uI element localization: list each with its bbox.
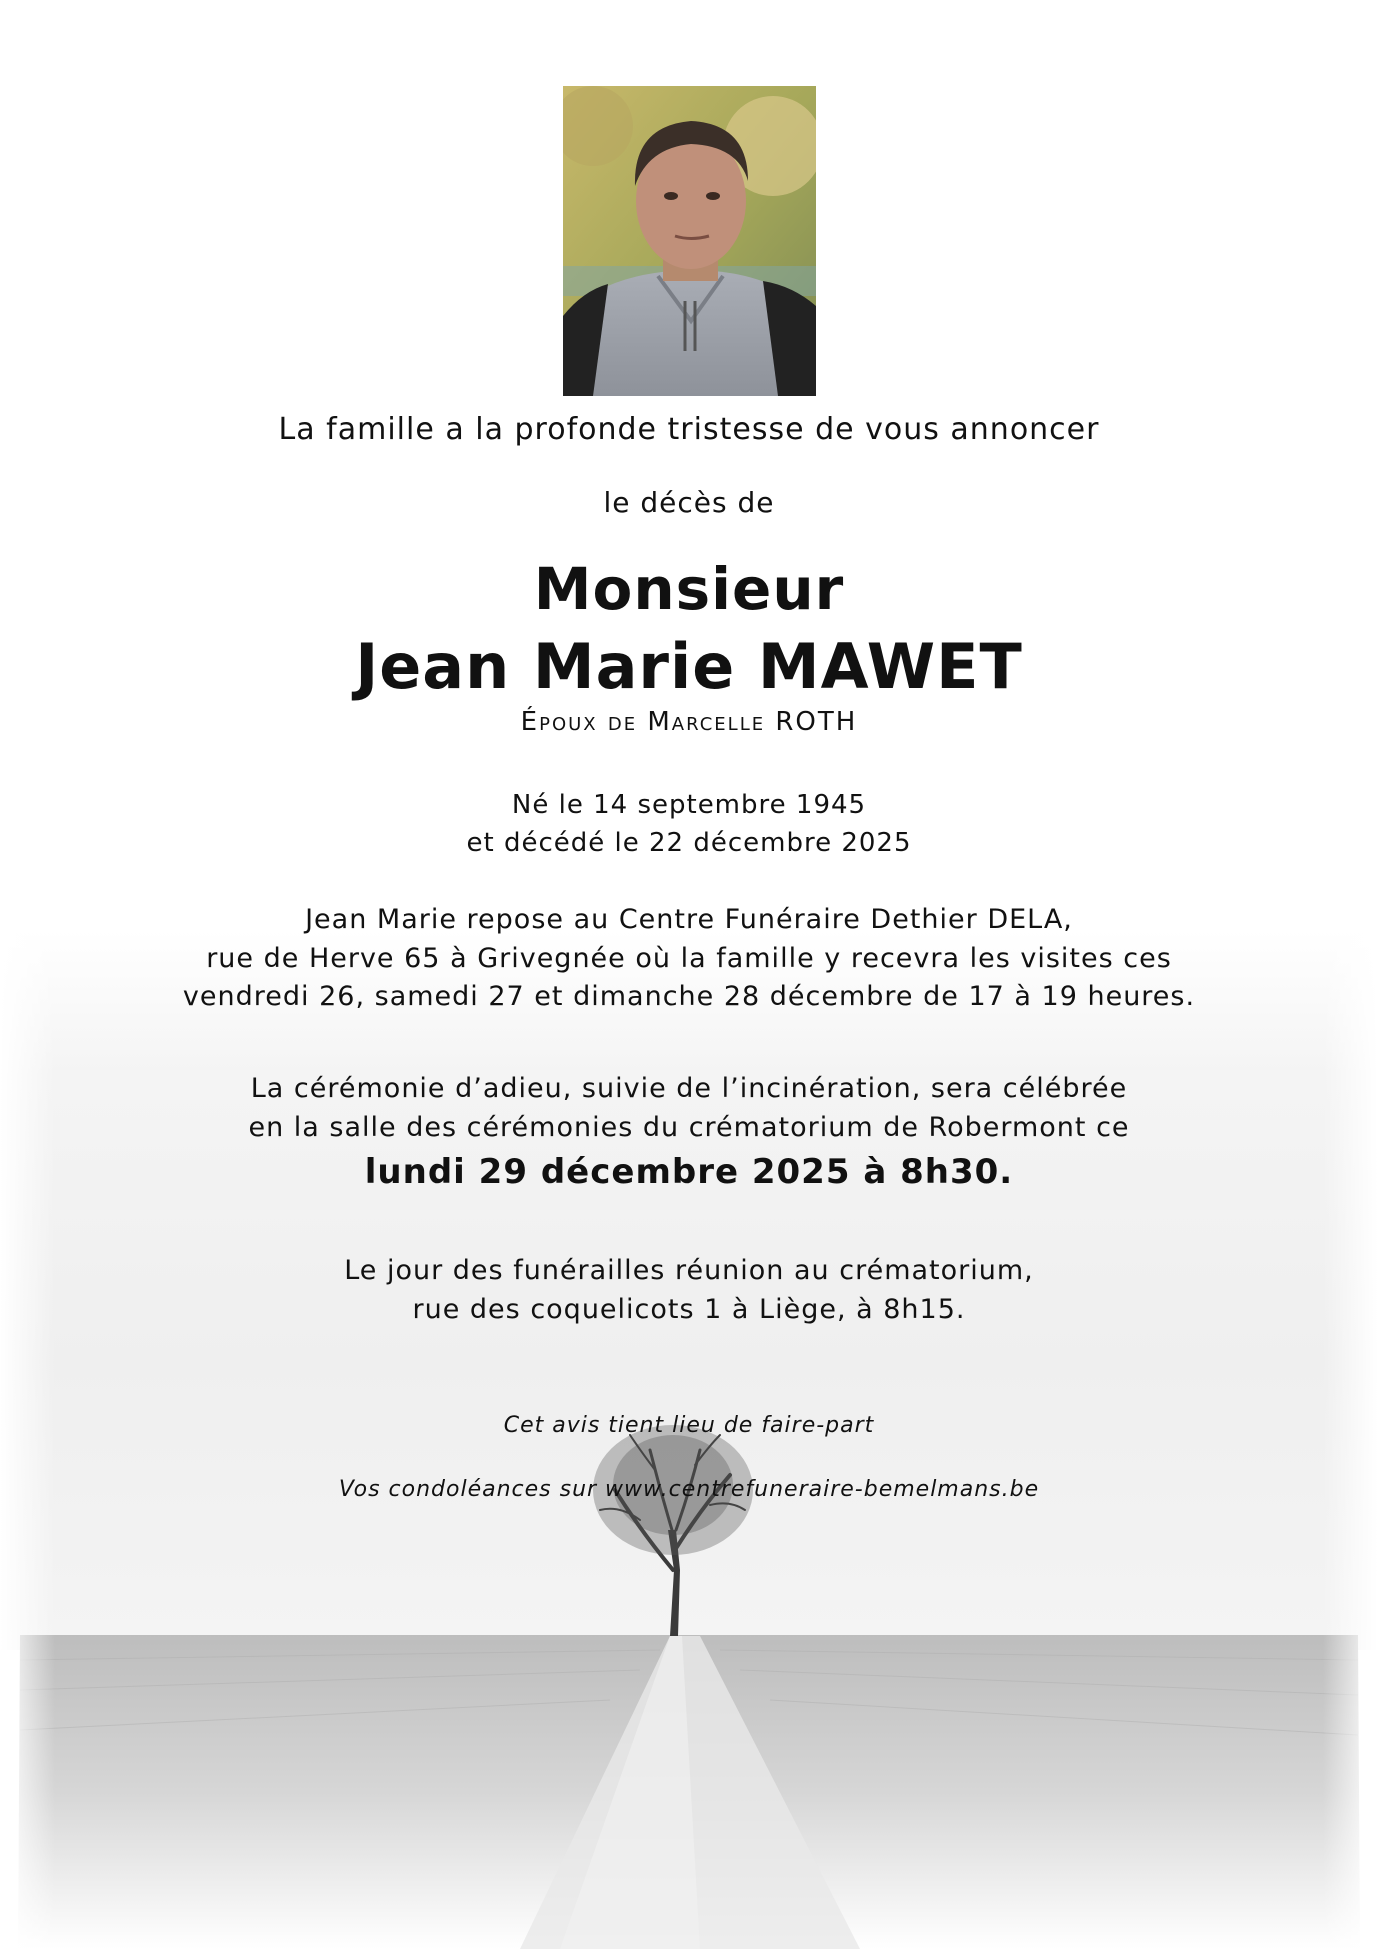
deceased-name: Jean Marie MAWET [355, 630, 1023, 703]
notice-text: Cet avis tient lieu de faire-part [503, 1413, 875, 1438]
rest-location-line-1: Jean Marie repose au Centre Funéraire Dethier DELA, [305, 904, 1073, 935]
funeral-line-1: Le jour des funérailles réunion au crématorium, [344, 1255, 1034, 1286]
ceremony-line-2: en la salle des cérémonies du crématorium de Robermont ce [248, 1112, 1130, 1143]
death-date: et décédé le 22 décembre 2025 [466, 828, 912, 858]
rest-location-line-2: rue de Herve 65 à Grivegnée où la famille y recevra les visites ces [206, 943, 1172, 974]
announcement-intro: La famille a la profonde tristesse de vous annoncer [278, 412, 1100, 447]
deceased-title: Monsieur [533, 555, 845, 623]
deceased-spouse: Époux de Marcelle ROTH [520, 707, 858, 737]
funeral-line-2: rue des coquelicots 1 à Liège, à 8h15. [412, 1294, 966, 1325]
condolences-link[interactable]: Vos condoléances sur www.centrefuneraire-bemelmans.be [338, 1477, 1040, 1502]
birth-date: Né le 14 septembre 1945 [511, 790, 867, 820]
announcement-deces: le décès de [603, 486, 775, 519]
rest-location-line-3: vendredi 26, samedi 27 et dimanche 28 décembre de 17 à 19 heures. [182, 981, 1196, 1012]
portrait-photo [563, 86, 816, 396]
portrait-image [563, 86, 816, 396]
ceremony-line-1: La cérémonie d’adieu, suivie de l’incinération, sera célébrée [250, 1073, 1128, 1104]
ceremony-date: lundi 29 décembre 2025 à 8h30. [364, 1152, 1014, 1192]
